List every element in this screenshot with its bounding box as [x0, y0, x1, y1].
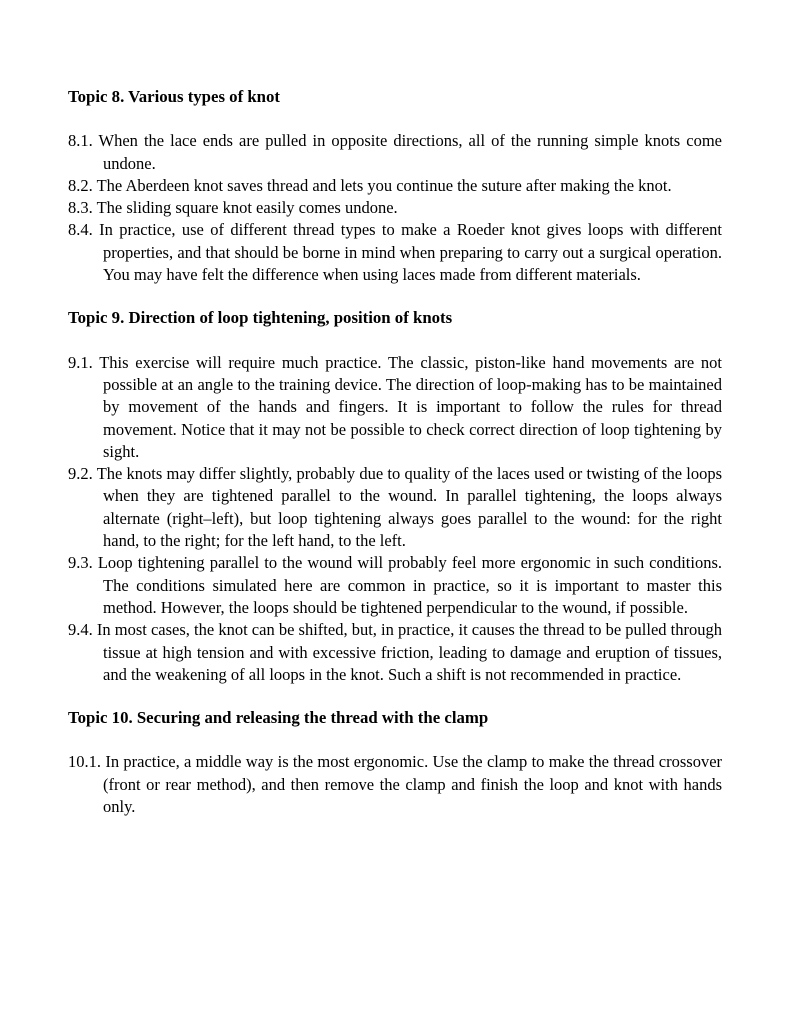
item-number: 10.1.	[68, 752, 101, 772]
list-item	[68, 197, 722, 219]
item-number: 9.3.	[68, 553, 93, 573]
item-number: 8.2.	[68, 175, 93, 195]
topic-heading: Topic 8. Various types of knot	[68, 87, 280, 106]
topic-heading: Topic 10. Securing and releasing the thread with the clamp	[68, 708, 489, 728]
list-item	[68, 619, 722, 686]
item-number: 9.4.	[68, 620, 93, 640]
list-item	[68, 352, 722, 463]
item-text: The knots may differ slightly, probably due to quality of the laces used or twisting of the loops when they are tightened parallel to the wound. In parallel tightening, the loops always alternate (right–left), but loop tightening always goes parallel to the wound: for the right hand, to the right; for the left hand, to the left.	[96, 464, 723, 551]
item-text: In practice, use of different thread types to make a Roeder knot gives loops with different properties, and that should be borne in mind when preparing to carry out a surgical operation. You may have felt the difference when using laces made from different materials.	[99, 220, 723, 285]
item-number: 9.1.	[68, 352, 93, 372]
item-text: In practice, a middle way is the most ergonomic. Use the clamp to make the thread crossover (front or rear method), and then remove the clamp and finish the loop and knot with hands only.	[103, 752, 723, 817]
item-number: 8.3.	[68, 198, 93, 218]
item-text: This exercise will require much practice. The classic, piston-like hand movements are not possible at an angle to the training device. The direction of loop-making has to be maintained by movement of the hands and fingers. It is important to follow the rules for thread movement. Notice that it may not be possible to check correct direction of loop tightening by sight.	[99, 352, 723, 461]
list-item	[68, 219, 722, 286]
item-text: Loop tightening parallel to the wound will probably feel more ergonomic in such conditions. The conditions simulated here are common in practice, so it is important to master this method. However, the loops should be tightened perpendicular to the wound, if possible.	[97, 553, 723, 617]
item-text: The Aberdeen knot saves thread and lets you continue the suture after making the knot.	[96, 175, 672, 195]
list-item	[68, 463, 722, 552]
list-item	[68, 552, 722, 619]
item-number: 8.1.	[68, 131, 93, 151]
item-text: The sliding square knot easily comes undone.	[96, 198, 398, 218]
list-item	[68, 175, 722, 197]
item-number: 9.2.	[68, 464, 93, 484]
section-topic-10	[68, 707, 722, 818]
list-item	[68, 130, 722, 175]
section-topic-8	[68, 86, 722, 286]
item-number: 8.4.	[68, 220, 93, 240]
section-topic-9	[68, 307, 722, 686]
topic-heading: Topic 9. Direction of loop tightening, position of knots	[68, 308, 453, 328]
item-text: In most cases, the knot can be shifted, but, in practice, it causes the thread to be pulled through tissue at high tension and with excessive friction, leading to damage and eruption of tissues, and the weakening of all loops in the knot. Such a shift is not recommended in practice.	[96, 620, 722, 684]
item-text: When the lace ends are pulled in opposite directions, all of the running simple knots come undone.	[98, 131, 722, 173]
list-item	[68, 751, 722, 818]
